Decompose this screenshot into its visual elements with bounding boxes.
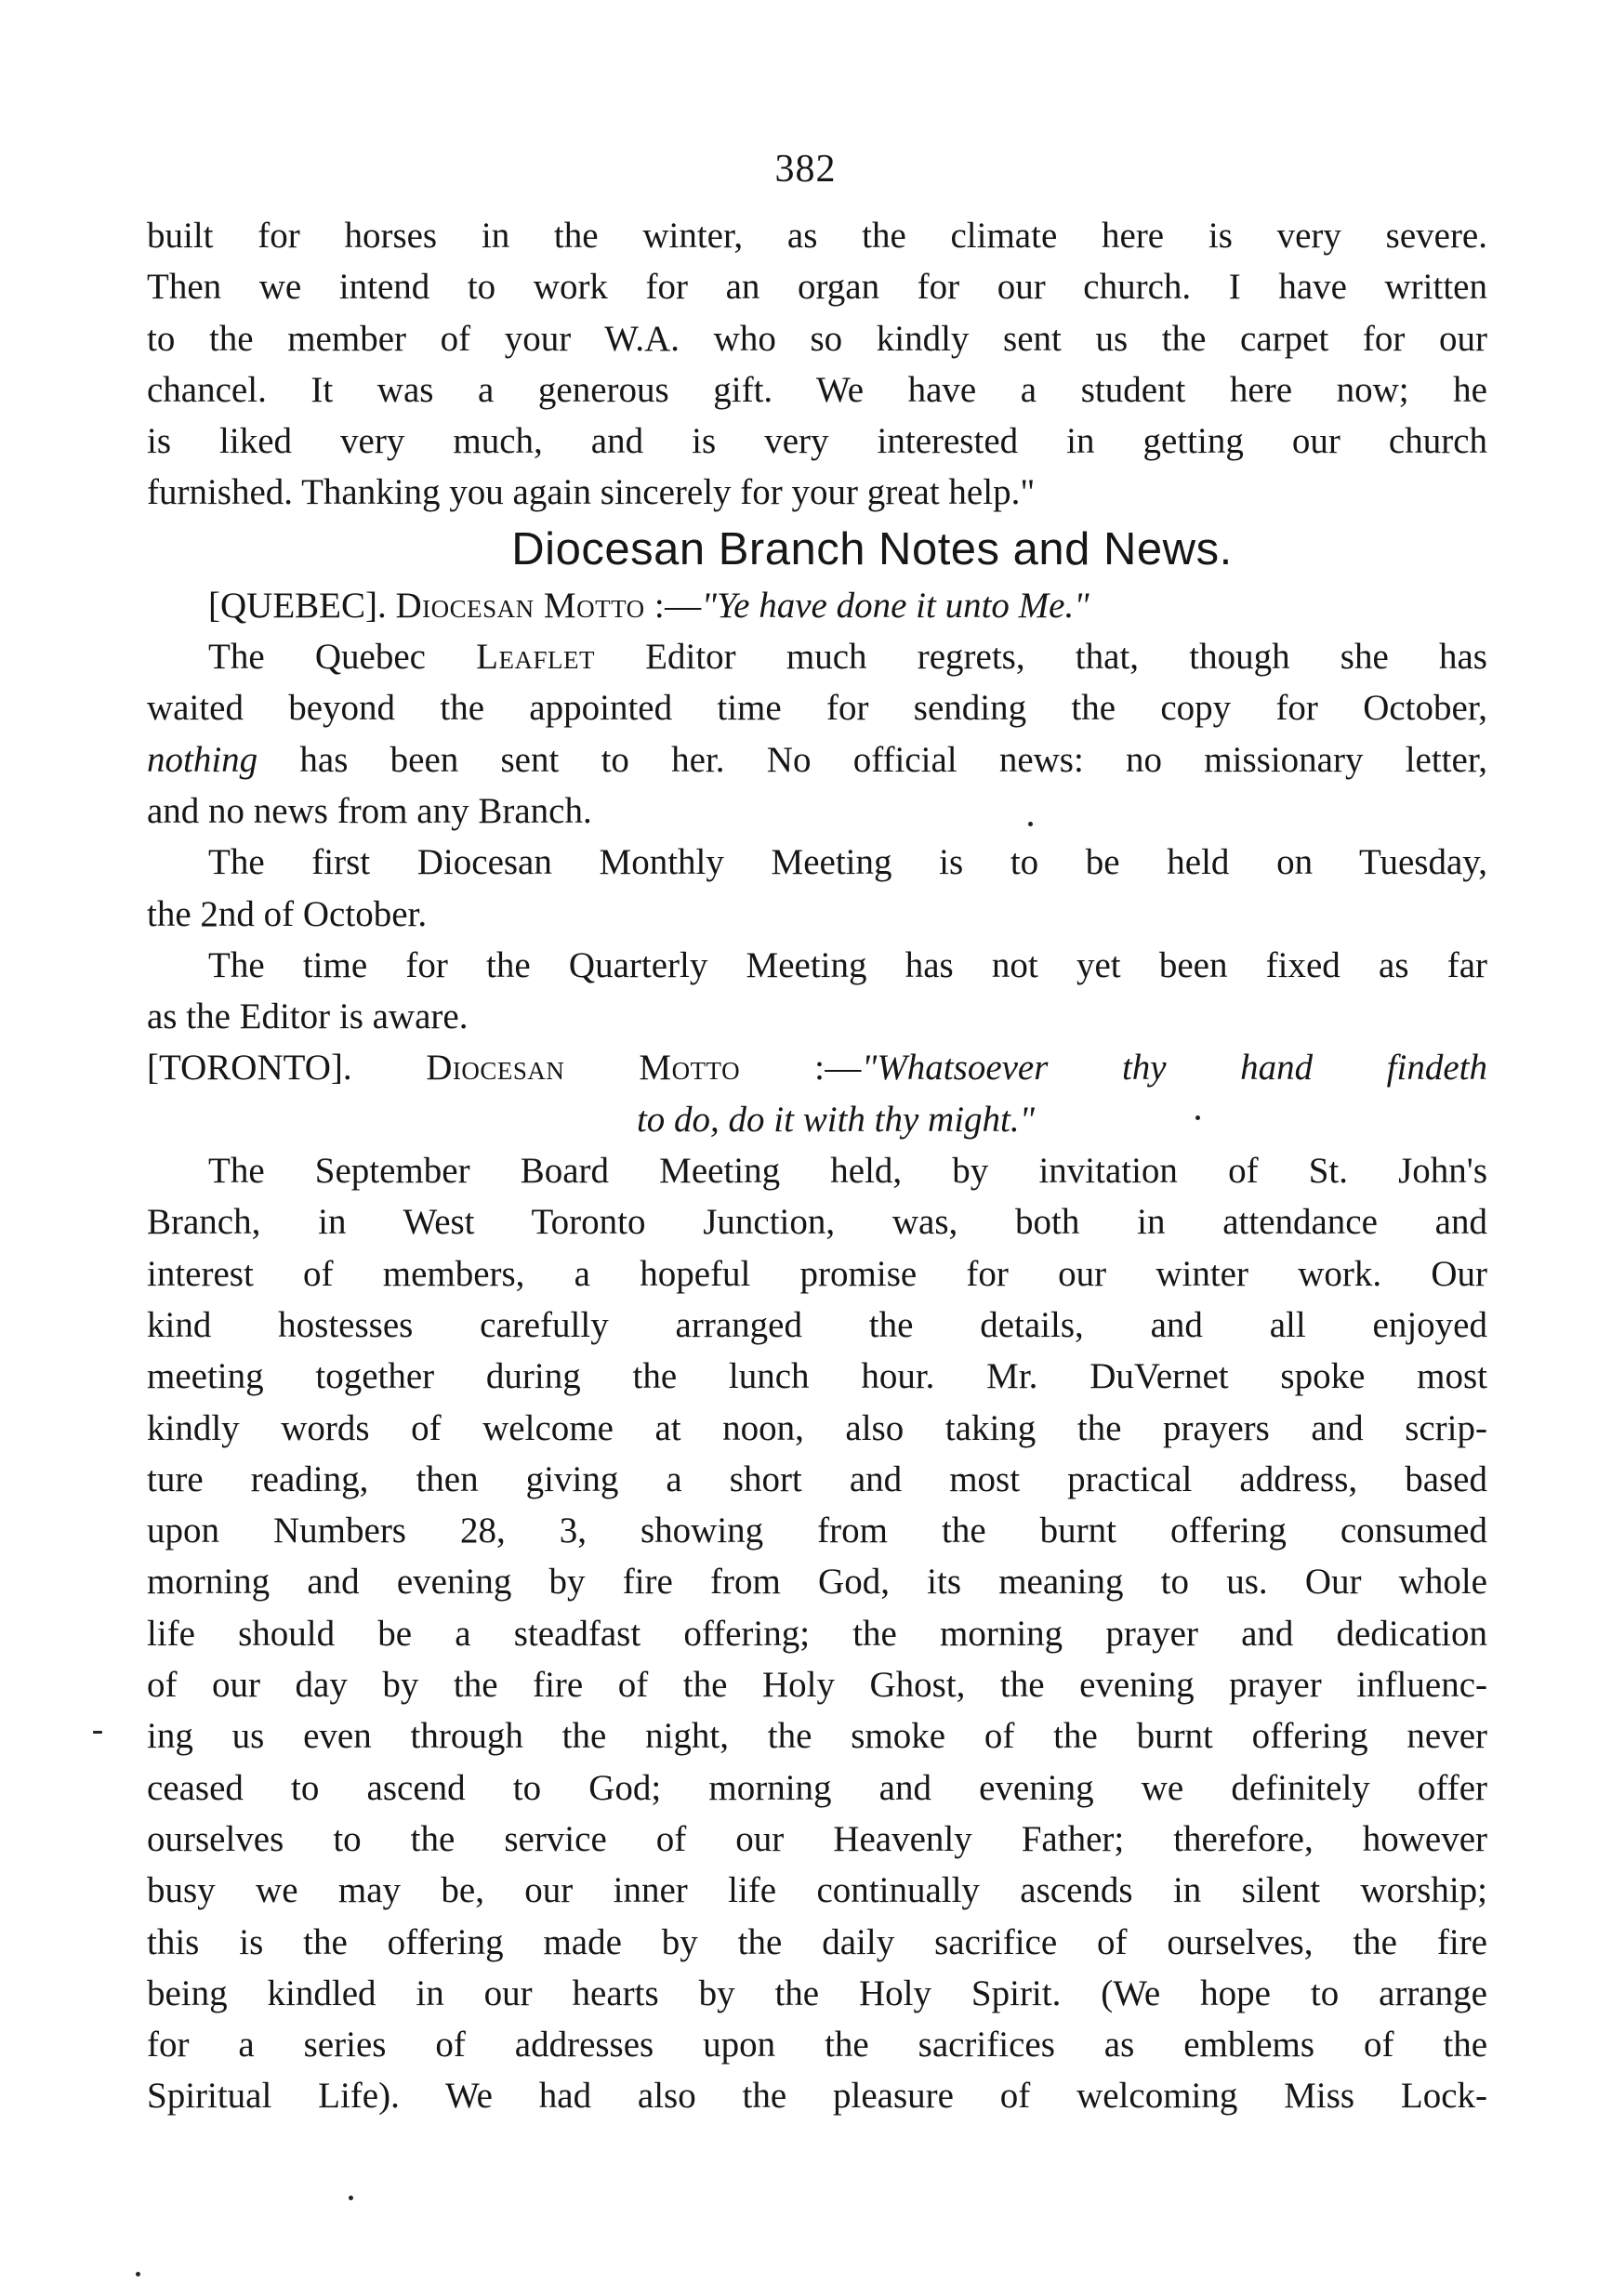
text-line: The September Board Meeting held, by invitation of St. John's [208, 1151, 1487, 1192]
text-line [147, 734, 1487, 785]
text-line: Then we intend to work for an organ for our church. I have written [147, 267, 1487, 308]
print-speck [93, 1731, 102, 1734]
toronto-motto-continued: to do, do it with thy might." [636, 1099, 1036, 1140]
text-line: the 2nd of October. [147, 893, 428, 934]
text-line: furnished. Thanking you again sincerely for your great help." [147, 472, 1036, 513]
text-line: is liked very much, and is very interested in getting our church [147, 421, 1487, 462]
text-line: meeting together during the lunch hour. Mr. DuVernet spoke most [147, 1356, 1487, 1397]
text-line: for a series of addresses upon the sacrifices as emblems of the [147, 2025, 1487, 2065]
print-speck [1028, 822, 1033, 826]
text-line: Branch, in West Toronto Junction, was, both in attendance and [147, 1202, 1487, 1243]
text-line: life should be a steadfast offering; the morning prayer and dedication [147, 1613, 1487, 1654]
text-line: as the Editor is aware. [147, 996, 469, 1037]
text-line: busy we may be, our inner life continually ascends in silent worship; [147, 1870, 1487, 1911]
quebec-motto-label: Diocesan Motto :— [395, 585, 702, 626]
text-fragment: Editor much regrets, that, though she has [594, 637, 1487, 678]
text-line: being kindled in our hearts by the Holy Spirit. (We hope to arrange [147, 1973, 1487, 2013]
text-line: The first Diocesan Monthly Meeting is to be held on Tuesday, [208, 842, 1487, 883]
text-line: built for horses in the winter, as the climate here is very severe. [147, 216, 1487, 256]
section-heading: Diocesan Branch Notes and News. [511, 523, 1233, 574]
text-fragment: has been sent to her. No official news: no missionary letter, [257, 739, 1487, 780]
leaflet-word: Leaflet [476, 637, 595, 678]
toronto-motto-label: Diocesan Motto :— [426, 1048, 862, 1089]
text-line: interest of members, a hopeful promise for our winter work. Our [147, 1253, 1487, 1294]
toronto-section [147, 1042, 1487, 2121]
text-line: morning and evening by fire from God, its meaning to us. Our whole [147, 1562, 1487, 1603]
text-line: ourselves to the service of our Heavenly Father; therefore, however [147, 1818, 1487, 1859]
text-line: Spiritual Life). We had also the pleasure of welcoming Miss Lock- [147, 2076, 1487, 2117]
text-line: The time for the Quarterly Meeting has not yet been fixed as far [208, 944, 1487, 985]
page-number: 382 [774, 148, 837, 191]
text-line: kind hostesses carefully arranged the details, and all enjoyed [147, 1304, 1487, 1345]
print-speck [136, 2272, 140, 2276]
text-column [147, 210, 1487, 2122]
toronto-motto-line [147, 1042, 1487, 1093]
text-line: to the member of your W.A. who so kindly sent us the carpet for our [147, 318, 1487, 359]
text-fragment: The Quebec [208, 637, 477, 678]
text-line: and no news from any Branch. [147, 790, 592, 831]
emphasis-nothing: nothing [147, 739, 258, 780]
text-line: waited beyond the appointed time for sending the copy for October, [147, 688, 1487, 729]
text-line: chancel. It was a generous gift. We have a student here now; he [147, 369, 1487, 410]
text-line: ing us even through the night, the smoke of the burnt offering never [147, 1716, 1487, 1757]
text-line [147, 631, 1487, 682]
print-speck [1195, 1115, 1200, 1120]
toronto-label: [TORONTO]. [147, 1048, 352, 1089]
quebec-motto-line [147, 580, 1487, 631]
print-speck [349, 2196, 353, 2200]
quebec-motto: "Ye have done it unto Me." [701, 585, 1089, 626]
quebec-label: [QUEBEC]. [208, 585, 387, 626]
text-line: upon Numbers 28, 3, showing from the burnt offering consumed [147, 1511, 1487, 1551]
toronto-motto: "Whatsoever thy hand findeth [861, 1048, 1487, 1089]
text-line: ceased to ascend to God; morning and evening we definitely offer [147, 1767, 1487, 1808]
text-line: kindly words of welcome at noon, also taking the prayers and scrip- [147, 1407, 1487, 1448]
text-line: of our day by the fire of the Holy Ghost, the evening prayer influenc- [147, 1665, 1487, 1706]
letter-continuation [147, 210, 1487, 519]
quebec-section [147, 580, 1487, 1043]
text-line: this is the offering made by the daily sacrifice of ourselves, the fire [147, 1921, 1487, 1962]
text-line: ture reading, then giving a short and most practical address, based [147, 1458, 1487, 1499]
